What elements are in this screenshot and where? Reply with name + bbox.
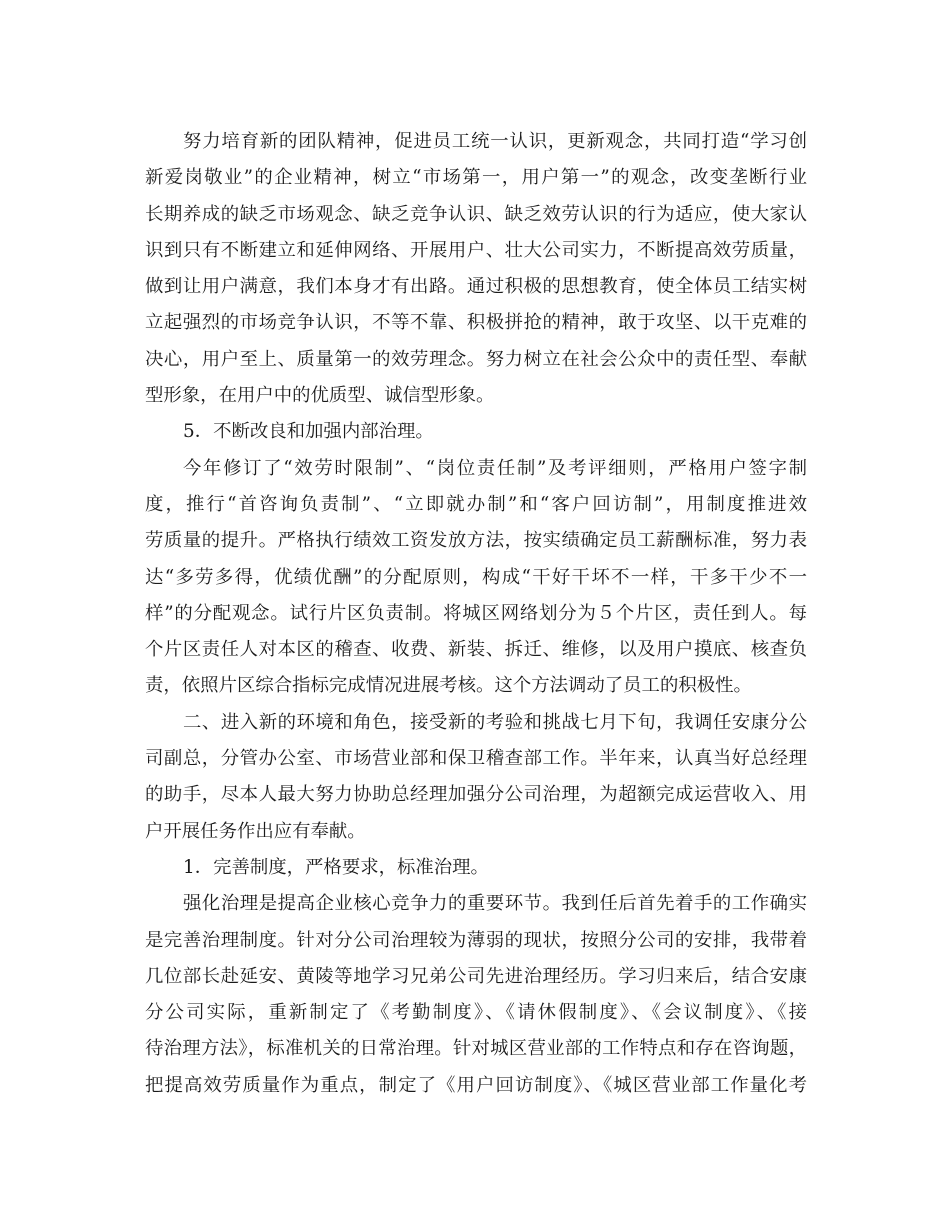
text-line: 几位部长赴延安、黄陵等地学习兄弟公司先进治理经历。学习归来后，结合安康 — [145, 965, 807, 987]
text-line: 二、进入新的环境和角色，接受新的考验和挑战七月下旬，我调任安康分公 — [183, 711, 807, 733]
section-heading: 5．不断改良和加强内部治理。 — [183, 421, 434, 443]
text-line: 样”的分配观念。试行片区负责制。将城区网络划分为５个片区，责任到人。每 — [145, 602, 807, 624]
text-line: 责，依照片区综合指标完成情况进展考核。这个方法调动了员工的积极性。 — [145, 675, 752, 697]
text-line: 立起强烈的市场竞争认识，不等不靠、积极拼抢的精神，敢于攻坚、以干克难的 — [145, 312, 807, 334]
text-line: 是完善治理制度。针对分公司治理较为薄弱的现状，按照分公司的安排，我带着 — [145, 929, 807, 951]
text-line: 新爱岗敬业”的企业精神，树立“市场第一，用户第一”的观念，改变垄断行业 — [145, 167, 807, 189]
text-line: 司副总，分管办公室、市场营业部和保卫稽查部工作。半年来，认真当好总经理 — [145, 748, 807, 770]
text-line: 分公司实际，重新制定了《考勤制度》、《请休假制度》、《会议制度》、《接 — [145, 1002, 807, 1024]
text-line: 个片区责任人对本区的稽查、收费、新装、拆迁、维修，以及用户摸底、核查负 — [145, 639, 807, 661]
text-line: 做到让用户满意，我们本身才有出路。通过积极的思想教育，使全体员工结实树 — [145, 276, 807, 298]
text-line: 的助手，尽本人最大努力协助总经理加强分公司治理，为超额完成运营收入、用 — [145, 784, 807, 806]
text-line: 达“多劳多得，优绩优酬”的分配原则，构成“干好干坏不一样，干多干少不一 — [145, 566, 807, 588]
text-line: 识到只有不断建立和延伸网络、开展用户、壮大公司实力，不断提高效劳质量， — [145, 239, 807, 261]
text-line: 长期养成的缺乏市场观念、缺乏竞争认识、缺乏效劳认识的行为适应，使大家认 — [145, 203, 807, 225]
section-heading: 1．完善制度，严格要求，标准治理。 — [183, 856, 489, 878]
text-line: 强化治理是提高企业核心竞争力的重要环节。我到任后首先着手的工作确实 — [183, 893, 807, 915]
text-line: 决心，用户至上、质量第一的效劳理念。努力树立在社会公众中的责任型、奉献 — [145, 348, 807, 370]
text-line: 努力培育新的团队精神，促进员工统一认识，更新观念，共同打造“学习创 — [183, 131, 807, 152]
text-line: 把提高效劳质量作为重点，制定了《用户回访制度》、《城区营业部工作量化考 — [145, 1074, 807, 1096]
text-line: 户开展任务作出应有奉献。 — [145, 820, 366, 842]
text-line: 今年修订了“效劳时限制”、“岗位责任制”及考评细则，严格用户签字制 — [183, 457, 807, 479]
document-page — [145, 124, 807, 1104]
text-line: 型形象，在用户中的优质型、诚信型形象。 — [145, 385, 495, 407]
text-line: 劳质量的提升。严格执行绩效工资发放方法，按实绩确定员工薪酬标准，努力表 — [145, 530, 807, 552]
text-line: 待治理方法》，标准机关的日常治理。针对城区营业部的工作特点和存在咨询题， — [145, 1038, 807, 1060]
text-line: 度，推行“首咨询负责制”、“立即就办制”和“客户回访制”，用制度推进效 — [145, 493, 807, 515]
